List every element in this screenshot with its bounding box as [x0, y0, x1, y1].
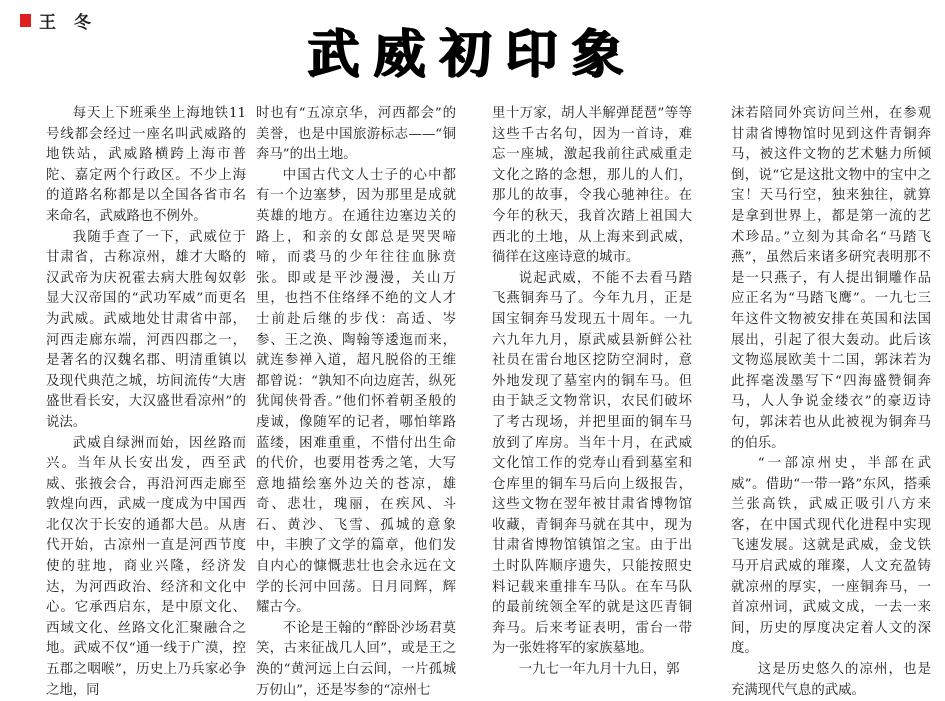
article-column-1: [46, 104, 246, 640]
article-column-3: [492, 104, 692, 640]
paragraph: 里十万家，胡人半解弹琵琶”等等这些千古名句，因为一首诗，难忘一座城，激起我前往武威重走文化之路的念想，那儿的人们，那儿的故事，令我心驰神往。在今年的秋天，我首次踏上祖国大西北的土地，从上海来到武威，徜徉在这座诗意的城市。: [492, 104, 692, 269]
page-title: 武威初印象: [0, 12, 945, 87]
paragraph: 这是历史悠久的凉州，也是充满现代气息的武威。: [731, 660, 931, 701]
article-column-2: [256, 104, 456, 640]
article-body: [46, 104, 941, 640]
paragraph: 说起武威，不能不去看马踏飞燕铜奔马了。今年九月，正是国宝铜奔马发现五十周年。一九六九年九月，原武威县新鲜公社社员在雷台地区挖防空洞时，意外地发现了墓室内的铜车马。但由于缺乏文物常识，农民们破坏了考古现场，并把里面的铜车马放到了库房。当年十月，在武威文化馆工作的党寿山看到墓室和仓库里的铜车马后向上级报告，这些文物在翌年被甘肃省博物馆收藏，青铜奔马就在其中，现为甘肃省博物馆镇馆之宝。由于出土时队阵顺序遗失，只能按照史料记载来重排车马队。在车马队的最前统领全军的就是这匹青铜奔马。后来考证表明，雷台一带为一张姓将军的家族墓地。: [492, 269, 692, 660]
paragraph: 一九七一年九月十九日，郭: [492, 660, 692, 681]
paragraph: 不论是王翰的“醉卧沙场君莫笑，古来征战几人回”，或是王之涣的“黄河远上白云间，一片孤城万仞山”，还是岑参的“凉州七: [256, 619, 456, 701]
paragraph: 武威自绿洲而始，因丝路而兴。当年从长安出发，西至武威、张掖会合，再沿河西走廊至敦煌向西，武威一度成为中国西北仅次于长安的通都大邑。从唐代开始，古凉州一直是河西节度使的驻地，商业兴隆，经济发达，为河西政治、经济和文化中心。它承西启东，是中原文化、西域文化、丝路文化汇聚融合之地。武威不仅“通一线于广漠，控五郡之咽喉”，历史上乃兵家必争之地，同: [46, 434, 246, 701]
paragraph: 沫若陪同外宾访问兰州，在参观甘肃省博物馆时见到这件青铜奔马，被这件文物的艺术魅力所倾倒，说“它是这批文物中的宝中之宝！天马行空，独来独往，就算是拿到世界上，都是第一流的艺术珍品。”立刻为其命名“马踏飞燕”，虽然后来诸多研究表明那不是一只燕子，有人提出铜雕作品应正名为“马踏飞鹰”。一九七三年这件文物被安排在英国和法国展出，引起了很大轰动。此后该文物巡展欧美十二国，郭沫若为此挥毫泼墨写下“四海盛赞铜奔马，人人争说金缕衣”的豪迈诗句，郭沫若也从此被视为铜奔马的伯乐。: [731, 104, 931, 454]
paragraph: “一部凉州史，半部在武威”。借助“一带一路”东风，搭乘兰张高铁，武威正吸引八方来客，在中国式现代化进程中实现飞速发展。这就是武威，金戈铁马开启武威的璀璨，人文充盈铸就凉州的厚实，一座铜奔马，一首凉州词，武威文成，一去一来间，历史的厚度决定着人文的深度。: [731, 454, 931, 660]
paragraph: 中国古代文人士子的心中都有一个边塞梦，因为那里是成就英雄的地方。在通往边塞边关的路上，和亲的女郎总是哭哭啼啼，而裘马的少年往往血脉贲张。即或是平沙漫漫，关山万里，也挡不住络绎不绝的文人才士前赴后继的步伐：高适、岑参、王之涣、陶翰等逶迤而来，就连参禅入道，超凡脱俗的王维都曾说：“孰知不向边庭苦，纵死犹闻侠骨香。”他们怀着朝圣般的虔诚，像随军的记者，哪怕筚路蓝缕，困难重重，不惜付出生命的代价，也要用苍秀之笔，大写意地描绘塞外边关的苍凉，雄奇、悲壮，瑰丽，在疾风、斗石、黄沙、飞雪、孤城的意象中，丰腴了文学的篇章，他们发自内心的慷慨悲壮也会永远在文学的长河中回荡。日月同辉，辉耀古今。: [256, 166, 456, 619]
author-name: 王 冬: [39, 8, 97, 33]
paragraph: 每天上下班乘坐上海地铁11号线都会经过一座名叫武威路的地铁站，武威路横跨上海市普陀、嘉定两个行政区。不少上海的道路名称都是以全国各省市名来命名，武威路也不例外。: [46, 104, 246, 228]
paragraph: 我随手查了一下，武威位于甘肃省，古称凉州，雄才大略的汉武帝为庆祝霍去病大胜匈奴彰显大汉帝国的“武功军威”而更名为武威。武威地处甘肃省中部，河西走廊东端，河西四郡之一，是著名的汉魏名郡、明清重镇以及现代典范之城，坊间流传“大唐盛世看长安，大汉盛世看凉州”的说法。: [46, 228, 246, 434]
article-column-4: [731, 104, 931, 640]
paragraph: 时也有“五凉京华，河西都会”的美誉，也是中国旅游标志——“铜奔马”的出土地。: [256, 104, 456, 166]
